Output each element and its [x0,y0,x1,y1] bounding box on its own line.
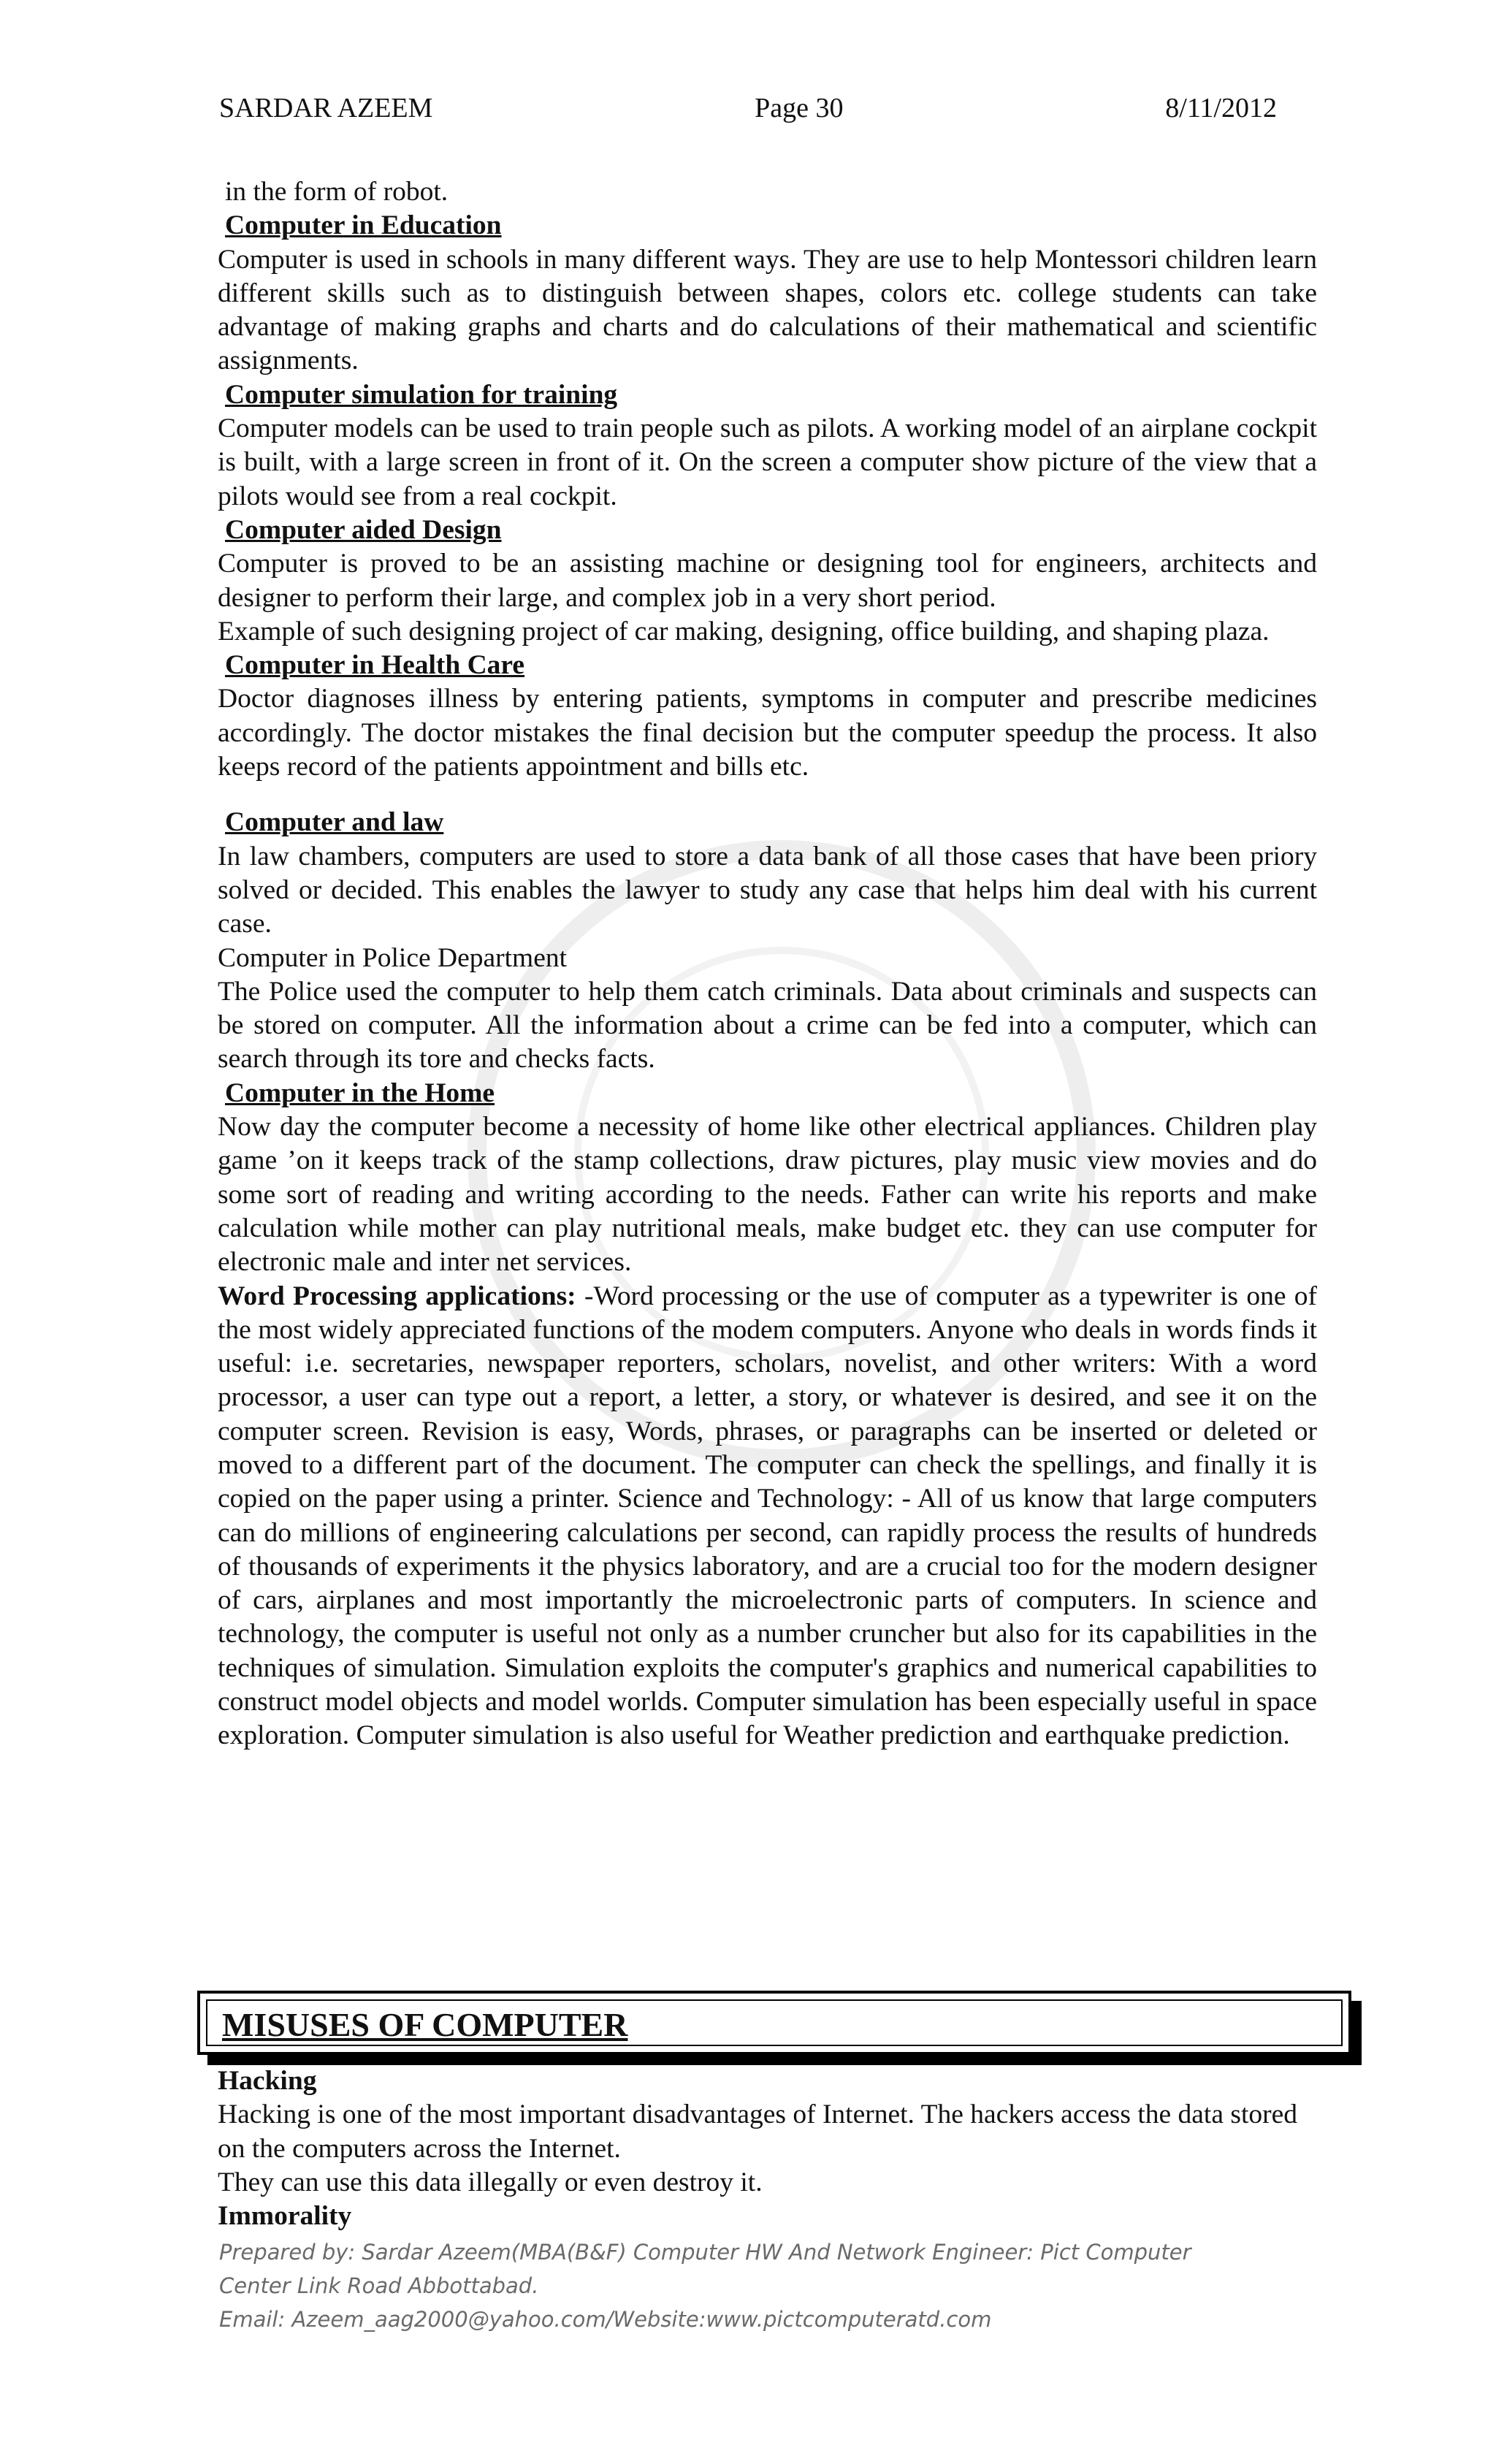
section-heading-home: Computer in the Home [225,1077,495,1108]
section-paragraph-aided-design-1: Computer is proved to be an assisting machine or designing tool for engineers, architects and designer to perform their large, and complex job in a very short period. [218,549,1317,613]
misuses-body [218,2064,1317,2233]
section-paragraph-simulation-training: Computer models can be used to train people such as pilots. A working model of an airplane cockpit is built, with a large screen in front of it. On the screen a computer show picture of the view that a pilots would see from a real cockpit. [218,413,1317,511]
word-processing-paragraph [218,1280,1317,1753]
section-heading-police: Computer in Police Department [218,942,568,973]
immorality-heading: Immorality [218,2201,352,2232]
hacking-paragraph-2: They can use this data illegally or even destroy it. [218,2167,763,2197]
page-footer [219,2235,1329,2336]
header-date: 8/11/2012 [1165,93,1277,123]
section-paragraph-law: In law chambers, computers are used to store a data bank of all those cases that have been priory solved or decided. This enables the lawyer to study any case that helps him deal with his current case. [218,841,1317,939]
section-heading-simulation-training: Computer simulation for training [225,379,618,410]
footer-line-2: Center Link Road Abbottabad. [219,2273,539,2298]
page-header [219,86,1277,130]
misuses-title: MISUSES OF COMPUTER [222,2006,628,2043]
footer-line-1: Prepared by: Sardar Azeem(MBA(B&F) Computer HW And Network Engineer: Pict Computer [219,2240,1191,2265]
document-body [218,175,1317,1753]
footer-line-3: Email: Azeem_aag2000@yahoo.com/Website:www.pictcomputeratd.com [219,2307,992,2332]
intro-line: in the form of robot. [225,177,449,207]
misuses-section-banner [197,1991,1351,2055]
section-paragraph-education: Computer is used in schools in many different ways. They are use to help Montessori children learn different skills such as to distinguish between shapes, colors etc. college students can take advantage of making graphs and charts and do calculations of their mathematical and scientific assignments. [218,244,1317,376]
section-paragraph-police: The Police used the computer to help them catch criminals. Data about criminals and suspects can be stored on computer. All the information about a crime can be fed into a computer, which can search through its tore and checks facts. [218,976,1317,1075]
section-heading-aided-design: Computer aided Design [225,514,502,545]
header-author: SARDAR AZEEM [219,93,433,123]
section-paragraph-health-care: Doctor diagnoses illness by entering patients, symptoms in computer and prescribe medicines accordingly. The doctor mistakes the final decision but the computer speedup the process. It also keeps record of the patients appointment and bills etc. [218,684,1317,782]
word-processing-lead: Word Processing applications: [218,1281,576,1311]
hacking-heading: Hacking [218,2066,317,2096]
hacking-paragraph-1: Hacking is one of the most important disadvantages of Internet. The hackers access the data stored on the computers across the Internet. [218,2099,1297,2164]
header-page-number: Page 30 [755,93,844,123]
section-heading-law: Computer and law [225,807,444,838]
section-paragraph-home: Now day the computer become a necessity of home like other electrical appliances. Children play game ’on it keeps track of the stamp collections, draw pictures, play music view movies and do some sort of reading and writing according to the needs. Father can write his reports and make calculation while mother can play nutritional meals, make budget etc. they can use computer for electronic male and inter net services. [218,1112,1317,1278]
section-heading-health-care: Computer in Health Care [225,650,525,681]
section-heading-education: Computer in Education [225,210,502,241]
section-paragraph-aided-design-2: Example of such designing project of car making, designing, office building, and shaping plaza. [218,616,1270,646]
paragraph-spacer [218,784,1317,806]
word-processing-text: -Word processing or the use of computer as a typewriter is one of the most widely appreciated functions of the modem computers. Anyone who deals in words finds it useful: i.e. secretaries, newspaper reporters, scholars, novelist, and other writers: With a word processor, a user can type out a report, a letter, a story, or whatever is desired, and see it on the computer screen. Revision is easy, Words, phrases, or paragraphs can be inserted or deleted or moved to a different part of the document. The computer can check the spellings, and finally it is copied on the paper using a printer. Science and Technology: - All of us know that large computers can do millions of engineering calculations per second, can rapidly process the results of hundreds of thousands of experiments it the physics laboratory, and are a crucial too for the modern designer of cars, airplanes and most importantly the microelectronic parts of computers. In science and technology, the computer is useful not only as a number cruncher but also for its capabilities in the techniques of simulation. Simulation exploits the computer's graphics and numerical capabilities to construct model objects and model worlds. Computer simulation has been especially useful in space exploration. Computer simulation is also useful for Weather prediction and earthquake prediction. [218,1281,1317,1751]
